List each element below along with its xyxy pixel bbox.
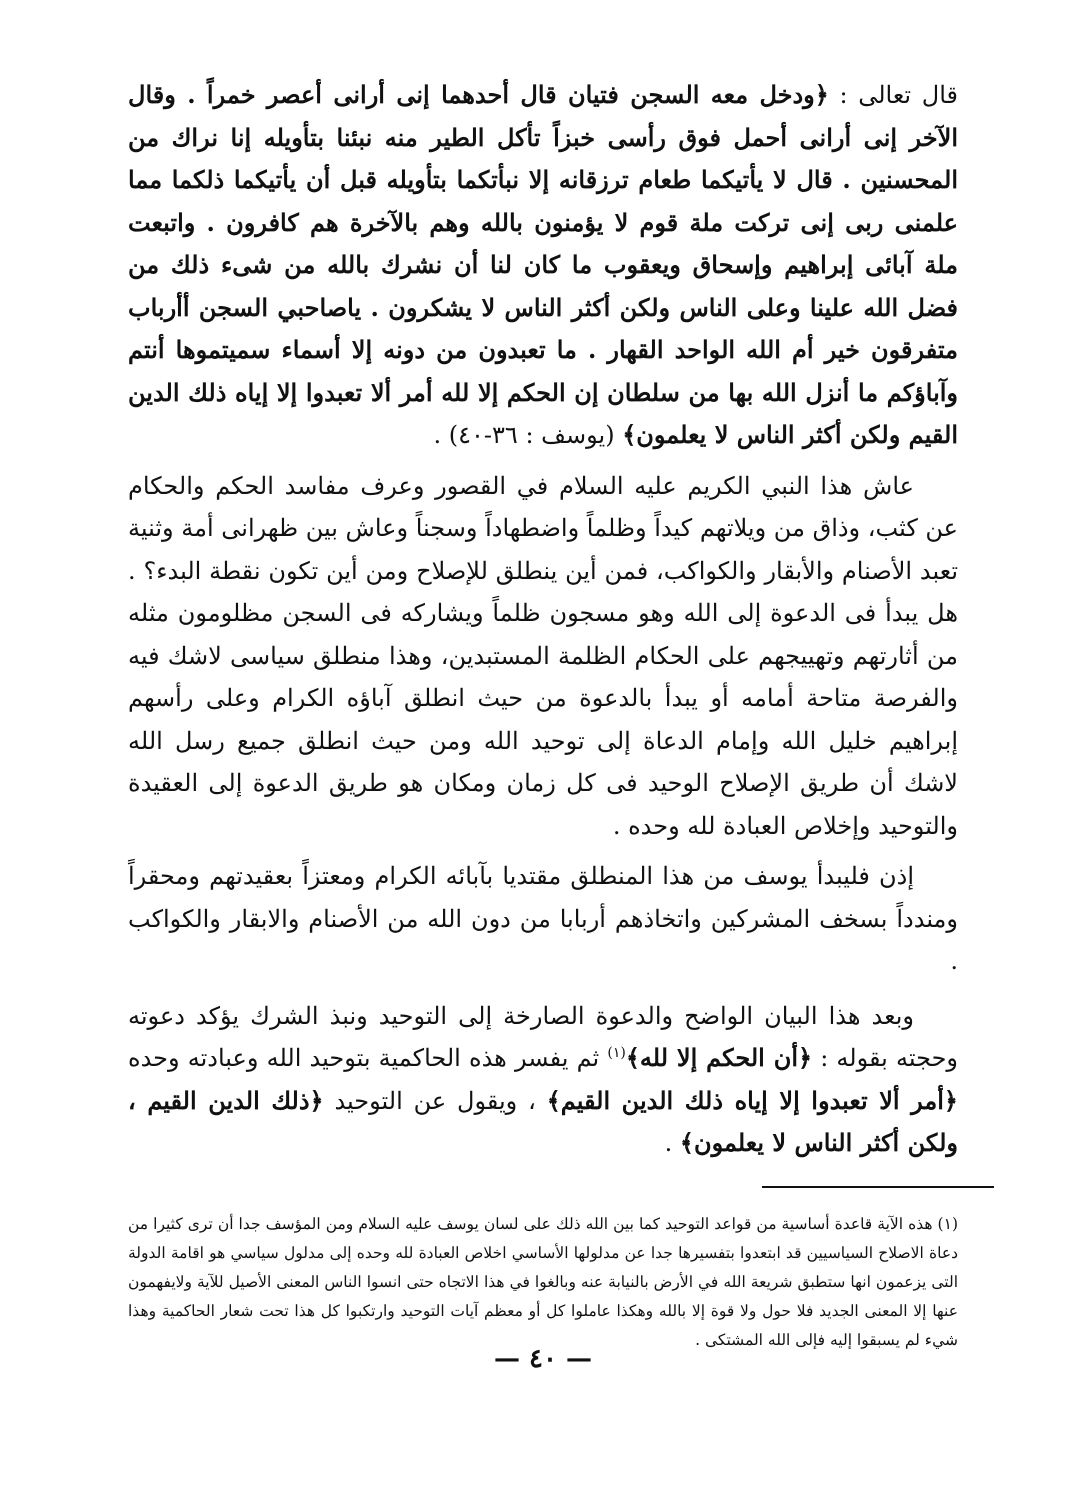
paragraph-text: عاش هذا النبي الكريم عليه السلام في القصور وعرف مفاسد الحكم والحكام عن كثب، وذاق من ويلاتهم كيداً وظلماً واضطهاداً وسجناً وعاش بين ظهرانى أمة وثنية تعبد الأصنام والأبقار والكواكب، فمن أين ينطلق للإصلاح ومن أين تكون نقطة البدء؟ . هل يبدأ فى الدعوة إلى الله وهو مسجون ظلماً ويشاركه فى السجن مظلومون مثله من أثارتهم وتهييجهم على الحكام الظلمة المستبدين، وهذا منطلق سياسى لاشك فيه والفرصة متاحة أمامه أو يبدأ بالدعوة من حيث انطلق آباؤه الكرام وعلى رأسهم إبراهيم خليل الله وإمام الدعاة إلى توحيد الله ومن حيث انطلق جميع رسل الله لاشك أن طريق الإصلاح الوحيد فى كل زمان ومكان هو طريق الدعوة إلى العقيدة والتوحيد وإخلاص العبادة لله وحده . (128, 471, 959, 840)
quran-verse-hukm: ﴿أن الحكم إلا لله﴾ (625, 1043, 813, 1072)
paragraph-text: إذن فليبدأ يوسف من هذا المنطلق مقتديا بآبائه الكرام ومعتزاً بعقيدتهم ومحقراً ومندداً بسخف المشركين واتخاذهم أربابا من دون الله من الأصنام والابقار والكواكب . (128, 862, 959, 975)
footnote-marker[interactable]: (١) (607, 1045, 626, 1061)
paragraph-yusuf-life (128, 465, 958, 848)
paragraph-text: ، ويقول عن التوحيد (323, 1086, 547, 1115)
page-number: — ٤٠ — (493, 1344, 593, 1374)
paragraph-quran-quote (128, 74, 958, 457)
quran-verse-amr: ﴿أمر ألا تعبدوا إلا إياه ذلك الدين القيم﴾ (546, 1085, 958, 1115)
verse-reference: (يوسف : ٣٦-٤٠) . (433, 421, 623, 449)
paragraph-text: وبعد هذا البيان الواضح والدعوة الصارخة إلى التوحيد ونبذ الشرك يؤكد دعوته وحجته بقوله : (128, 1001, 959, 1072)
quran-verse-yusuf-36-40: ﴿ودخل معه السجن فتيان قال أحدهما إنى أرانى أعصر خمراً . وقال الآخر إنى أرانى أحمل فوق رأسى خبزاً تأكل الطير منه نبئنا بتأويله إنا نراك من المحسنين . قال لا يأتيكما طعام ترزقانه إلا نبأتكما بتأويله قبل أن يأتيكما ذلكما مما علمنى ربى إنى تركت ملة قوم لا يؤمنون بالله وهم بالآخرة هم كافرون . واتبعت ملة آبائى إبراهيم وإسحاق ويعقوب ما كان لنا أن نشرك بالله من شىء ذلك من فضل الله علينا وعلى الناس ولكن أكثر الناس لا يشكرون . ياصاحبي السجن أأرباب متفرقون خير أم الله الواحد القهار . ما تعبدون من دونه إلا أسماء سميتموها أنتم وآباؤكم ما أنزل الله بها من سلطان إن الحكم إلا لله أمر ألا تعبدوا إلا إياه ذلك الدين القيم ولكن أكثر الناس لا يعلمون﴾ (128, 80, 958, 449)
paragraph-yusuf-start (128, 855, 958, 983)
quote-intro: قال تعالى : (828, 81, 958, 109)
paragraph-text: . (664, 1129, 680, 1157)
quran-verse-deen: ﴿ذلك الدين القيم ، ولكن أكثر الناس لا يعلمون﴾ (128, 1085, 958, 1157)
footnote: (١) هذه الآية قاعدة أساسية من قواعد التوحيد كما بين الله ذلك على لسان يوسف عليه السلام ومن المؤسف جدا أن ترى كثيرا من دعاة الاصلاح السياسيين قد ابتعدوا بتفسيرها جدا عن مدلولها الأساسي اخلاص العبادة لله وحده إلى مدلول سياسي هو اقامة الدولة التى يزعمون انها ستطبق شريعة الله في الأرض بالنيابة عنه وبالغوا في هذا الاتجاه حتى انسوا الناس المعنى الأصيل للآية ولايفهمون عنها إلا المعنى الجديد فلا حول ولا قوة إلا بالله وهكذا عاملوا كل أو معظم آيات التوحيد وارتكبوا كل هذا تحت شعار الحاكمية وهذا شيء لم يسبقوا إليه فإلى الله المشتكى . (128, 1214, 958, 1349)
paragraph-hakimiyya (128, 995, 958, 1165)
footnote-divider (762, 1186, 994, 1188)
paragraph-text: ثم يفسر هذه الحاكمية بتوحيد الله وعبادته وحده (128, 1044, 608, 1072)
